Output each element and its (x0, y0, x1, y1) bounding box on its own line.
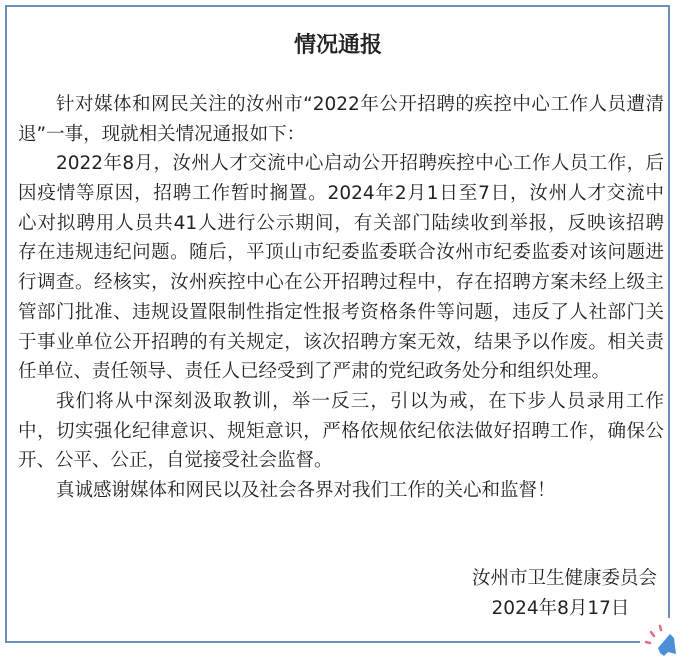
megaphone-icon (640, 618, 688, 666)
signature-block (472, 564, 657, 623)
paragraph-line: 行调查。经核实，汝州疾控中心在公开招聘过程中，存在招聘方案未经上级主 (18, 272, 664, 294)
paragraph-line: 存在违规违纪问题。随后，平顶山市纪委监委联合汝州市纪委监委对该问题进 (18, 242, 664, 264)
document-title: 情况通报 (293, 33, 382, 58)
paragraph-line: 针对媒体和网民关注的汝州市“2022年公开招聘的疾控中心工作人员遭清 (56, 94, 664, 115)
paragraph-line: 我们将从中深刻汲取教训，举一反三，引以为戒，在下步人员录用工作 (56, 390, 664, 412)
signature-date: 2024年8月17日 (491, 597, 630, 619)
document-body (18, 90, 664, 506)
paragraph-line: 中，切实强化纪律意识、规矩意识，严格依规依纪依法做好招聘工作，确保公 (18, 420, 664, 442)
paragraph-line: 2022年8月，汝州人才交流中心启动公开招聘疾控中心工作人员工作，后 (56, 153, 664, 175)
paragraph-line: 心对拟聘用人员共41人进行公示期间，有关部门陆续收到举报，反映该招聘 (18, 212, 664, 234)
paragraph-line: 于事业单位公开招聘的有关规定，该次招聘方案无效，结果予以作废。相关责 (18, 331, 664, 353)
paragraph-line: 真诚感谢媒体和网民以及社会各界对我们工作的关心和监督！ (56, 479, 556, 501)
signature-org: 汝州市卫生健康委员会 (471, 568, 657, 589)
paragraph-line: 退”一事，现就相关情况通报如下： (18, 123, 306, 145)
paragraph-line: 管部门批准、违规设置限制性指定性报考资格条件等问题，违反了人社部门关 (18, 301, 664, 323)
paragraph-line: 因疫情等原因，招聘工作暂时搁置。2024年2月1日至7日，汝州人才交流中 (18, 183, 664, 205)
paragraph-line: 开、公平、公正，自觉接受社会监督。 (18, 450, 333, 472)
paragraph-line: 任单位、责任领导、责任人已经受到了严肃的党纪政务处分和组织处理。 (18, 361, 611, 383)
